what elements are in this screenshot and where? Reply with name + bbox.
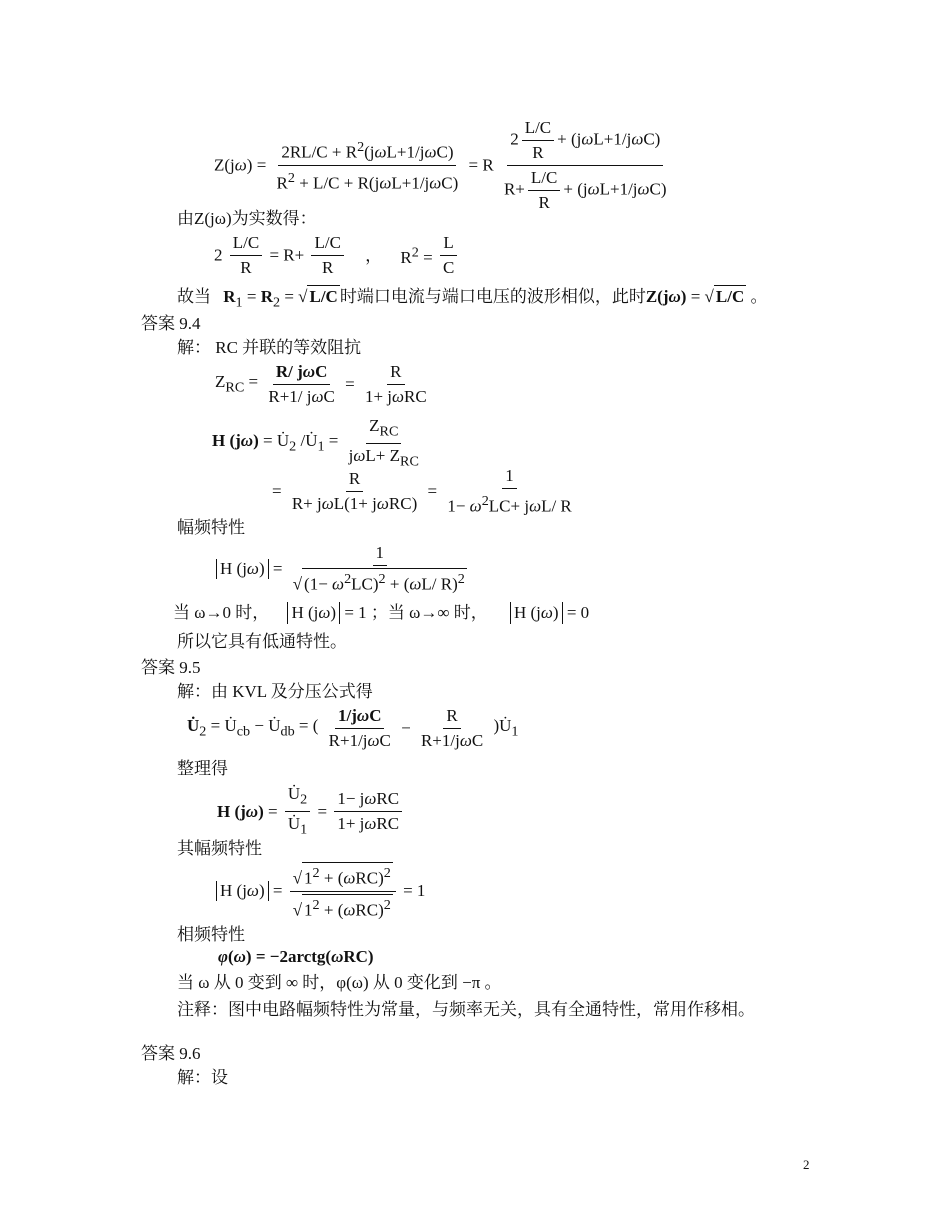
section-title-9-6: 答案 9.6 xyxy=(141,1044,201,1063)
equation-zrc: $Z_{RC}$ = $\frac{\text{R/ jωC}}{\text{R+1/ jωC}}$ = $\frac{R}{\text{1+ jωRC}}$ xyxy=(215,362,427,406)
text-amplitude-95: 其幅频特性 xyxy=(177,839,262,858)
text-phase-range: 当 ω 从 0 变到 ∞ 时，φ(ω) 从 0 变化到 −π 。 xyxy=(177,973,502,992)
text-phase: 相频特性 xyxy=(177,925,245,944)
equation-r1r2: $R_1 = R_2$ = √ L/C xyxy=(223,287,338,311)
text-real-condition: 由Z(jω)为实数得： xyxy=(177,209,317,228)
text-lowpass: 所以它具有低通特性。 xyxy=(177,632,347,651)
text-9-5-intro: 解：由 KVL 及分压公式得 xyxy=(177,682,373,701)
equation-conditions: 2 $\frac{L/C}{R}$ = R+ $\frac{L/C}{R}$ ， $R^2$ = $\frac{L}{C}$ xyxy=(214,233,460,278)
equation-habs-94: H (jω) = $\frac{1}{√ (1- \omega^2LC)^2 + (\omega L/ R)^2}$ xyxy=(216,543,473,595)
equation-h2: = $\frac{R}{\text{R+ jωL(1+ jωRC)}}$ = $\frac{1}{1- \omega^2LC+ j\omega L/ R}$ xyxy=(272,466,572,516)
equation-z-final: Z(jω) = √ L/C xyxy=(645,287,745,306)
equation-z-full: Z(jω) = $\frac{2RL/C + R^2(j\omega L+1/j\omega C)}{R^2 + L/C + R(j\omega L+1/j\omega C)}$ = R 2 $\frac{L/C}{R}$ + (jωL+1/jωC) R+ $\frac{L/C}{R}$ + (jωL+1/jωC) xyxy=(214,118,667,212)
equation-h1: H $(j\omega) = U̇_2$ $/U̇_1$ = $\frac{Z_{RC}}{j\omega L+ Z_{RC}}$ xyxy=(212,416,419,470)
equation-phi: φ(ω) = −2arctg(ωRC) xyxy=(218,947,374,966)
equation-u2: $U̇_2$ = $U̇_{cb}$ − $U̇_{db}$ = ( $\frac{\text{1/jωC}}{\text{R+1/jωC}}$ − $\frac{R}{\text{R+1/jωC}}$ )$U̇_1$ xyxy=(187,706,519,750)
equation-h-95: H (jω) = $\frac{U̇_2}{U̇_1}$ = $\frac{\text{1− jωRC}}{\text{1+ jωRC}}$ xyxy=(217,784,405,840)
section-title-9-4: 答案 9.4 xyxy=(141,314,201,333)
text-conclusion: 故当 $R_1 = R_2$ = √ L/C 时端口电流与端口电压的波形相似，此时Z(jω) = √ L/C 。 xyxy=(177,287,768,311)
text-9-6-intro: 解：设 xyxy=(177,1068,228,1087)
text-limits-94: 当 ω→0 时， H (jω) = 1 ；当 ω→∞ 时， H (jω) = 0 xyxy=(173,603,590,622)
text-amplitude-94: 幅频特性 xyxy=(177,518,245,537)
equation-habs-95: H (jω) = $\frac{√ 1^2 + (\omega RC)^2}{√ 1^2 + (\omega RC)^2}$ = 1 xyxy=(216,862,425,920)
section-title-9-5: 答案 9.5 xyxy=(141,658,201,677)
text-simplify: 整理得 xyxy=(177,759,228,778)
text-note: 注释：图中电路幅频特性为常量，与频率无关，具有全通特性，常用作移相。 xyxy=(177,1000,755,1019)
page-number: 2 xyxy=(803,1157,810,1172)
text-9-4-intro: 解： RC 并联的等效阻抗 xyxy=(177,338,362,357)
